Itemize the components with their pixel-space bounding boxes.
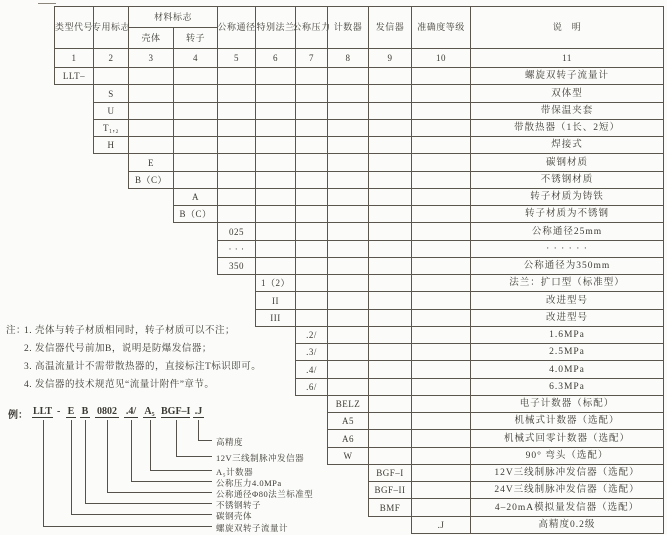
empty-cell bbox=[295, 171, 328, 189]
empty-cell bbox=[411, 429, 471, 448]
empty-cell bbox=[173, 171, 218, 189]
example-code-segment: .4/ bbox=[125, 406, 137, 417]
empty-cell bbox=[411, 257, 471, 275]
description-cell: 法兰：扩口型（标准型） bbox=[470, 274, 664, 292]
notes-prefix: 注： bbox=[6, 326, 27, 336]
empty-cell bbox=[255, 67, 296, 85]
empty-cell bbox=[327, 84, 369, 103]
empty-cell bbox=[368, 222, 412, 241]
description-cell: 机械式计数器（选配） bbox=[470, 412, 664, 430]
empty-cell bbox=[295, 188, 328, 206]
code-cell: T₁,₂ bbox=[93, 119, 129, 137]
empty-cell bbox=[327, 119, 369, 137]
description-cell: 2.5MPa bbox=[470, 343, 664, 361]
empty-cell bbox=[295, 274, 328, 292]
empty-cell bbox=[327, 291, 369, 310]
col-header-line: 计数器 bbox=[333, 22, 363, 33]
empty-cell bbox=[255, 102, 296, 120]
empty-cell bbox=[411, 343, 471, 361]
empty-cell bbox=[217, 136, 256, 154]
empty-cell bbox=[173, 102, 218, 120]
empty-cell bbox=[128, 84, 174, 103]
col-header-line: 标志 bbox=[111, 22, 131, 33]
empty-cell bbox=[327, 102, 369, 120]
empty-cell bbox=[295, 240, 328, 258]
callout-label: 碳钢壳体 bbox=[216, 511, 253, 521]
col-header bbox=[470, 6, 664, 49]
empty-cell bbox=[368, 429, 412, 448]
empty-cell bbox=[368, 326, 412, 344]
code-cell: .6/ bbox=[295, 378, 328, 396]
col-header-line: 转子 bbox=[185, 32, 205, 43]
col-header bbox=[93, 6, 129, 49]
description-cell: 转子材质为铸铁 bbox=[470, 188, 664, 206]
empty-cell bbox=[173, 84, 218, 103]
example-dash: - bbox=[57, 406, 61, 417]
description-cell: 不锈钢材质 bbox=[470, 171, 664, 189]
empty-cell bbox=[368, 447, 412, 465]
col-header-line: 公称 bbox=[292, 22, 312, 33]
code-cell: U bbox=[93, 102, 129, 120]
empty-cell bbox=[217, 188, 256, 206]
col-number-cell: 2 bbox=[93, 48, 129, 68]
empty-cell bbox=[295, 67, 328, 85]
col-header-line: 专用 bbox=[91, 22, 111, 33]
code-cell: H bbox=[93, 136, 129, 154]
empty-cell bbox=[295, 309, 328, 327]
code-cell: .J bbox=[411, 516, 471, 534]
empty-cell bbox=[327, 171, 369, 189]
col-number-cell: 5 bbox=[217, 48, 256, 68]
description-cell: 公称通径25mm bbox=[470, 222, 664, 241]
empty-cell bbox=[411, 291, 471, 310]
description-cell: 24V三线制脉冲发信器（选配） bbox=[470, 481, 664, 499]
empty-cell bbox=[327, 188, 369, 206]
empty-cell bbox=[327, 205, 369, 223]
empty-cell bbox=[173, 119, 218, 137]
col-number-cell: 7 bbox=[295, 48, 328, 68]
empty-cell bbox=[255, 188, 296, 206]
code-cell: B（C） bbox=[128, 171, 174, 189]
empty-cell bbox=[173, 136, 218, 154]
col-header-line: 压力 bbox=[311, 22, 331, 33]
code-cell: S bbox=[93, 84, 129, 103]
col-header-line: 壳体 bbox=[141, 32, 161, 43]
code-cell: BMF bbox=[368, 498, 412, 517]
empty-cell bbox=[368, 119, 412, 137]
description-cell: 机械式回零计数器（选配） bbox=[470, 429, 664, 448]
empty-cell bbox=[411, 464, 471, 482]
col-header-line: 特别 bbox=[256, 22, 276, 33]
empty-cell bbox=[411, 67, 471, 85]
empty-cell bbox=[411, 222, 471, 241]
col-number-cell: 8 bbox=[327, 48, 369, 68]
empty-cell bbox=[295, 222, 328, 241]
col-header bbox=[128, 27, 174, 49]
empty-cell bbox=[327, 274, 369, 292]
col-header bbox=[173, 27, 218, 49]
empty-cell bbox=[295, 257, 328, 275]
code-cell: B（C） bbox=[173, 205, 218, 223]
note-item: 2. 发信器代号前加B，说明是防爆发信器； bbox=[24, 344, 212, 354]
code-cell: A6 bbox=[327, 429, 369, 448]
code-cell: 025 bbox=[217, 222, 256, 241]
col-number-cell: 10 bbox=[411, 48, 471, 68]
example-prefix: 例： bbox=[8, 410, 28, 421]
empty-cell bbox=[327, 378, 369, 396]
empty-cell bbox=[368, 188, 412, 206]
col-header-line: 代号 bbox=[74, 22, 94, 33]
description-cell: 1.6MPa bbox=[470, 326, 664, 344]
note-item: 4. 发信器的技术规范见“流量计附件”章节。 bbox=[24, 380, 215, 390]
description-cell: 改进型号 bbox=[470, 291, 664, 310]
empty-cell bbox=[217, 102, 256, 120]
code-cell: III bbox=[255, 309, 296, 327]
empty-cell bbox=[217, 119, 256, 137]
note-item: 1. 壳体与转子材质相同时，转子材质可以不注； bbox=[24, 326, 236, 336]
empty-cell bbox=[295, 153, 328, 172]
col-header-line: 通径 bbox=[236, 22, 256, 33]
scan-artifact bbox=[38, 3, 56, 4]
col-header bbox=[368, 6, 412, 49]
empty-cell bbox=[128, 136, 174, 154]
empty-cell bbox=[295, 119, 328, 137]
callout-label: 不锈钢转子 bbox=[216, 500, 262, 510]
empty-cell bbox=[295, 205, 328, 223]
description-cell: 公称通径为350mm bbox=[470, 257, 664, 275]
code-cell: A bbox=[173, 188, 218, 206]
code-cell: .3/ bbox=[295, 343, 328, 361]
col-number-cell: 4 bbox=[173, 48, 218, 68]
empty-cell bbox=[327, 136, 369, 154]
col-header-line: 法兰 bbox=[275, 22, 295, 33]
code-cell: BELZ bbox=[327, 395, 369, 413]
empty-cell bbox=[327, 67, 369, 85]
example-code-segment: A₅ bbox=[144, 406, 155, 417]
col-header-line: 等级 bbox=[445, 22, 465, 33]
code-cell: LLT– bbox=[54, 67, 94, 85]
empty-cell bbox=[411, 136, 471, 154]
empty-cell bbox=[368, 395, 412, 413]
empty-cell bbox=[255, 240, 296, 258]
empty-cell bbox=[368, 171, 412, 189]
description-cell: 4.0MPa bbox=[470, 360, 664, 379]
callout-label: 高精度 bbox=[216, 437, 244, 447]
description-cell: 带保温夹套 bbox=[470, 102, 664, 120]
callout-label: 12V三线制脉冲发信器 bbox=[216, 453, 305, 463]
col-header bbox=[292, 6, 331, 49]
empty-cell bbox=[411, 205, 471, 223]
empty-cell bbox=[368, 84, 412, 103]
empty-cell bbox=[327, 222, 369, 241]
col-number-cell: 6 bbox=[255, 48, 296, 68]
empty-cell bbox=[255, 171, 296, 189]
empty-cell bbox=[368, 343, 412, 361]
empty-cell bbox=[411, 240, 471, 258]
description-cell: 电子计数器（标配） bbox=[470, 395, 664, 413]
empty-cell bbox=[411, 102, 471, 120]
empty-cell bbox=[128, 119, 174, 137]
example-code-segment: LLT bbox=[32, 406, 53, 417]
empty-cell bbox=[368, 102, 412, 120]
example-code-segment: B bbox=[81, 406, 89, 417]
description-cell: 12V三线制脉冲发信器（选配） bbox=[470, 464, 664, 482]
col-number-cell: 1 bbox=[54, 48, 94, 68]
empty-cell bbox=[411, 326, 471, 344]
empty-cell bbox=[368, 360, 412, 379]
callout-label: 螺旋双转子流量计 bbox=[216, 523, 289, 533]
description-cell: 双体型 bbox=[470, 84, 664, 103]
empty-cell bbox=[255, 136, 296, 154]
empty-cell bbox=[411, 360, 471, 379]
col-number-cell: 3 bbox=[128, 48, 174, 68]
empty-cell bbox=[411, 498, 471, 517]
empty-cell bbox=[411, 171, 471, 189]
empty-cell bbox=[368, 136, 412, 154]
callout-label: 公称压力4.0MPa bbox=[216, 478, 282, 488]
description-cell: 改进型号 bbox=[470, 309, 664, 327]
col-header-line: 说 明 bbox=[552, 22, 582, 33]
description-cell: 高精度0.2级 bbox=[470, 516, 664, 534]
col-header bbox=[327, 6, 369, 49]
empty-cell bbox=[368, 309, 412, 327]
callout-label: A₅计数器 bbox=[216, 467, 254, 477]
empty-cell bbox=[173, 67, 218, 85]
empty-cell bbox=[411, 412, 471, 430]
col-number-cell: 9 bbox=[368, 48, 412, 68]
empty-cell bbox=[327, 240, 369, 258]
empty-cell bbox=[295, 102, 328, 120]
empty-cell bbox=[368, 153, 412, 172]
empty-cell bbox=[327, 309, 369, 327]
empty-cell bbox=[411, 447, 471, 465]
empty-cell bbox=[368, 240, 412, 258]
code-cell: 350 bbox=[217, 257, 256, 275]
empty-cell bbox=[217, 205, 256, 223]
code-cell: .2/ bbox=[295, 326, 328, 344]
empty-cell bbox=[411, 119, 471, 137]
empty-cell bbox=[217, 153, 256, 172]
empty-cell bbox=[368, 291, 412, 310]
empty-cell bbox=[128, 102, 174, 120]
col-header-line: 准确度 bbox=[417, 22, 446, 33]
col-number-cell: 11 bbox=[470, 48, 664, 68]
col-header bbox=[54, 6, 94, 49]
example-code-segment: BGF–I bbox=[161, 406, 191, 417]
code-cell: A5 bbox=[327, 412, 369, 430]
empty-cell bbox=[255, 84, 296, 103]
empty-cell bbox=[368, 412, 412, 430]
empty-cell bbox=[368, 205, 412, 223]
code-cell: W bbox=[327, 447, 369, 465]
empty-cell bbox=[411, 84, 471, 103]
description-cell: 螺旋双转子流量计 bbox=[470, 67, 664, 85]
code-cell: II bbox=[255, 291, 296, 310]
callout-line bbox=[198, 420, 212, 441]
empty-cell bbox=[411, 395, 471, 413]
description-cell: 4–20mA模拟量发信器（选配） bbox=[470, 498, 664, 517]
empty-cell bbox=[255, 257, 296, 275]
empty-cell bbox=[295, 136, 328, 154]
description-cell: 转子材质为不锈钢 bbox=[470, 205, 664, 223]
col-header bbox=[411, 6, 471, 49]
code-cell: BGF–I bbox=[368, 464, 412, 482]
empty-cell bbox=[411, 274, 471, 292]
empty-cell bbox=[217, 171, 256, 189]
empty-cell bbox=[368, 67, 412, 85]
empty-cell bbox=[327, 360, 369, 379]
col-header-line: 公称 bbox=[217, 22, 237, 33]
note-item: 3. 高温流量计不需带散热器的，直接标注T标识即可。 bbox=[24, 362, 262, 372]
col-header bbox=[217, 6, 256, 49]
col-header bbox=[255, 6, 296, 49]
empty-cell bbox=[217, 84, 256, 103]
empty-cell bbox=[128, 67, 174, 85]
empty-cell bbox=[411, 188, 471, 206]
example-code-segment: .J bbox=[194, 406, 203, 417]
empty-cell bbox=[295, 84, 328, 103]
description-cell: 碳钢材质 bbox=[470, 153, 664, 172]
empty-cell bbox=[295, 291, 328, 310]
code-cell: BGF–II bbox=[368, 481, 412, 499]
callout-label: 公称通径Φ80法兰标准型 bbox=[216, 489, 314, 499]
example-code-segment: E bbox=[67, 406, 75, 417]
empty-cell bbox=[255, 119, 296, 137]
empty-cell bbox=[93, 67, 129, 85]
empty-cell bbox=[217, 67, 256, 85]
empty-cell bbox=[327, 257, 369, 275]
empty-cell bbox=[327, 153, 369, 172]
description-cell: 90° 弯头（选配） bbox=[470, 447, 664, 465]
empty-cell bbox=[255, 153, 296, 172]
empty-cell bbox=[327, 326, 369, 344]
empty-cell bbox=[255, 222, 296, 241]
empty-cell bbox=[411, 378, 471, 396]
description-cell: 6.3MPa bbox=[470, 378, 664, 396]
col-header-line: 类型 bbox=[54, 22, 74, 33]
empty-cell bbox=[411, 309, 471, 327]
code-cell: 1（2） bbox=[255, 274, 296, 292]
empty-cell bbox=[173, 153, 218, 172]
empty-cell bbox=[368, 257, 412, 275]
col-group-header-material: 材料标志 bbox=[128, 6, 218, 28]
empty-cell bbox=[411, 153, 471, 172]
empty-cell bbox=[327, 343, 369, 361]
col-header-line: 发信器 bbox=[375, 22, 405, 33]
empty-cell bbox=[368, 378, 412, 396]
empty-cell bbox=[411, 481, 471, 499]
description-cell: 焊接式 bbox=[470, 136, 664, 154]
code-cell: .4/ bbox=[295, 360, 328, 379]
description-cell: · · · · · · bbox=[470, 240, 664, 258]
empty-cell bbox=[255, 205, 296, 223]
example-code-segment: 0802 bbox=[97, 406, 117, 417]
description-cell: 带散热器（1长、2短） bbox=[470, 119, 664, 137]
code-cell: E bbox=[128, 153, 174, 172]
code-cell: · · · bbox=[217, 240, 256, 258]
empty-cell bbox=[368, 274, 412, 292]
